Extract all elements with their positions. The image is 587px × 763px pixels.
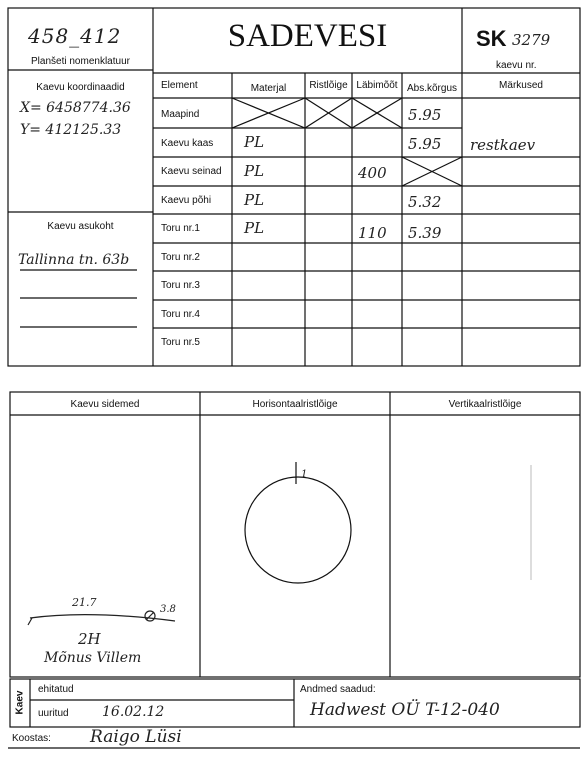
row-element: Toru nr.4: [161, 309, 200, 320]
row-element: Maapind: [161, 109, 200, 120]
well-code-number: 3279: [512, 31, 551, 49]
abs-value: 5.95: [408, 106, 442, 124]
well-code-label: kaevu nr.: [496, 60, 537, 71]
coordinate-x: X= 6458774.36: [20, 100, 131, 116]
nomenclature-value: 458_412: [28, 24, 122, 48]
page-title: SADEVESI: [227, 18, 388, 54]
header-abs-korgus: Abs.kõrgus: [406, 83, 458, 94]
material-value: PL: [244, 219, 265, 237]
header-ristloige: Ristlõige: [309, 80, 348, 91]
row-element: Kaevu põhi: [161, 195, 212, 206]
sketch-dimension: 3.8: [160, 604, 176, 615]
abs-value: 5.32: [408, 193, 442, 211]
location-label: Kaevu asukoht: [47, 221, 114, 232]
diameter-value: 400: [358, 164, 387, 182]
sketch-label: 2H: [78, 630, 101, 648]
abs-value: 5.39: [408, 224, 442, 242]
diameter-value: 110: [358, 224, 387, 242]
sketch-dimension: 21.7: [72, 596, 97, 609]
header-markused: Märkused: [499, 80, 543, 91]
row-element: Toru nr.5: [161, 337, 200, 348]
row-element: Toru nr.2: [161, 252, 200, 263]
row-element: Kaevu seinad: [161, 166, 222, 177]
row-element: Toru nr.3: [161, 280, 200, 291]
vertical-section-title: Vertikaalristlõige: [448, 399, 522, 410]
material-value: PL: [244, 191, 265, 209]
data-source-label: Andmed saadud:: [300, 684, 376, 695]
material-value: PL: [244, 133, 265, 151]
compiled-by-label: Koostas:: [12, 733, 51, 744]
header-materjal: Materjal: [250, 83, 287, 94]
coordinates-label: Kaevu koordinaadid: [36, 82, 125, 93]
header-element: Element: [161, 80, 198, 91]
well-vertical-label: Kaev: [14, 690, 26, 715]
compiled-by-value: Raigo Lüsi: [90, 727, 182, 747]
sketch-label: Mõnus Villem: [44, 650, 142, 666]
horizontal-section-title: Horisontaalristlõige: [252, 399, 338, 410]
material-value: PL: [244, 162, 265, 180]
row-element: Kaevu kaas: [161, 138, 214, 149]
well-code-prefix: SK: [476, 26, 507, 51]
nomenclature-label: Planšeti nomenklatuur: [31, 56, 130, 67]
surveyed-date: 16.02.12: [102, 704, 165, 720]
built-label: ehitatud: [38, 684, 74, 695]
abs-value: 5.95: [408, 135, 442, 153]
surveyed-label: uuritud: [38, 708, 69, 719]
row-element: Toru nr.1: [161, 223, 200, 234]
location-value: Tallinna tn. 63b: [18, 252, 130, 268]
pipe-number-label: 1: [301, 469, 308, 480]
connections-title: Kaevu sidemed: [70, 399, 140, 410]
header-labimoot: Läbimõõt: [356, 80, 398, 91]
coordinate-y: Y= 412125.33: [20, 122, 122, 138]
data-source-value: Hadwest OÜ T-12-040: [310, 700, 500, 720]
remark-value: restkaev: [470, 136, 536, 154]
